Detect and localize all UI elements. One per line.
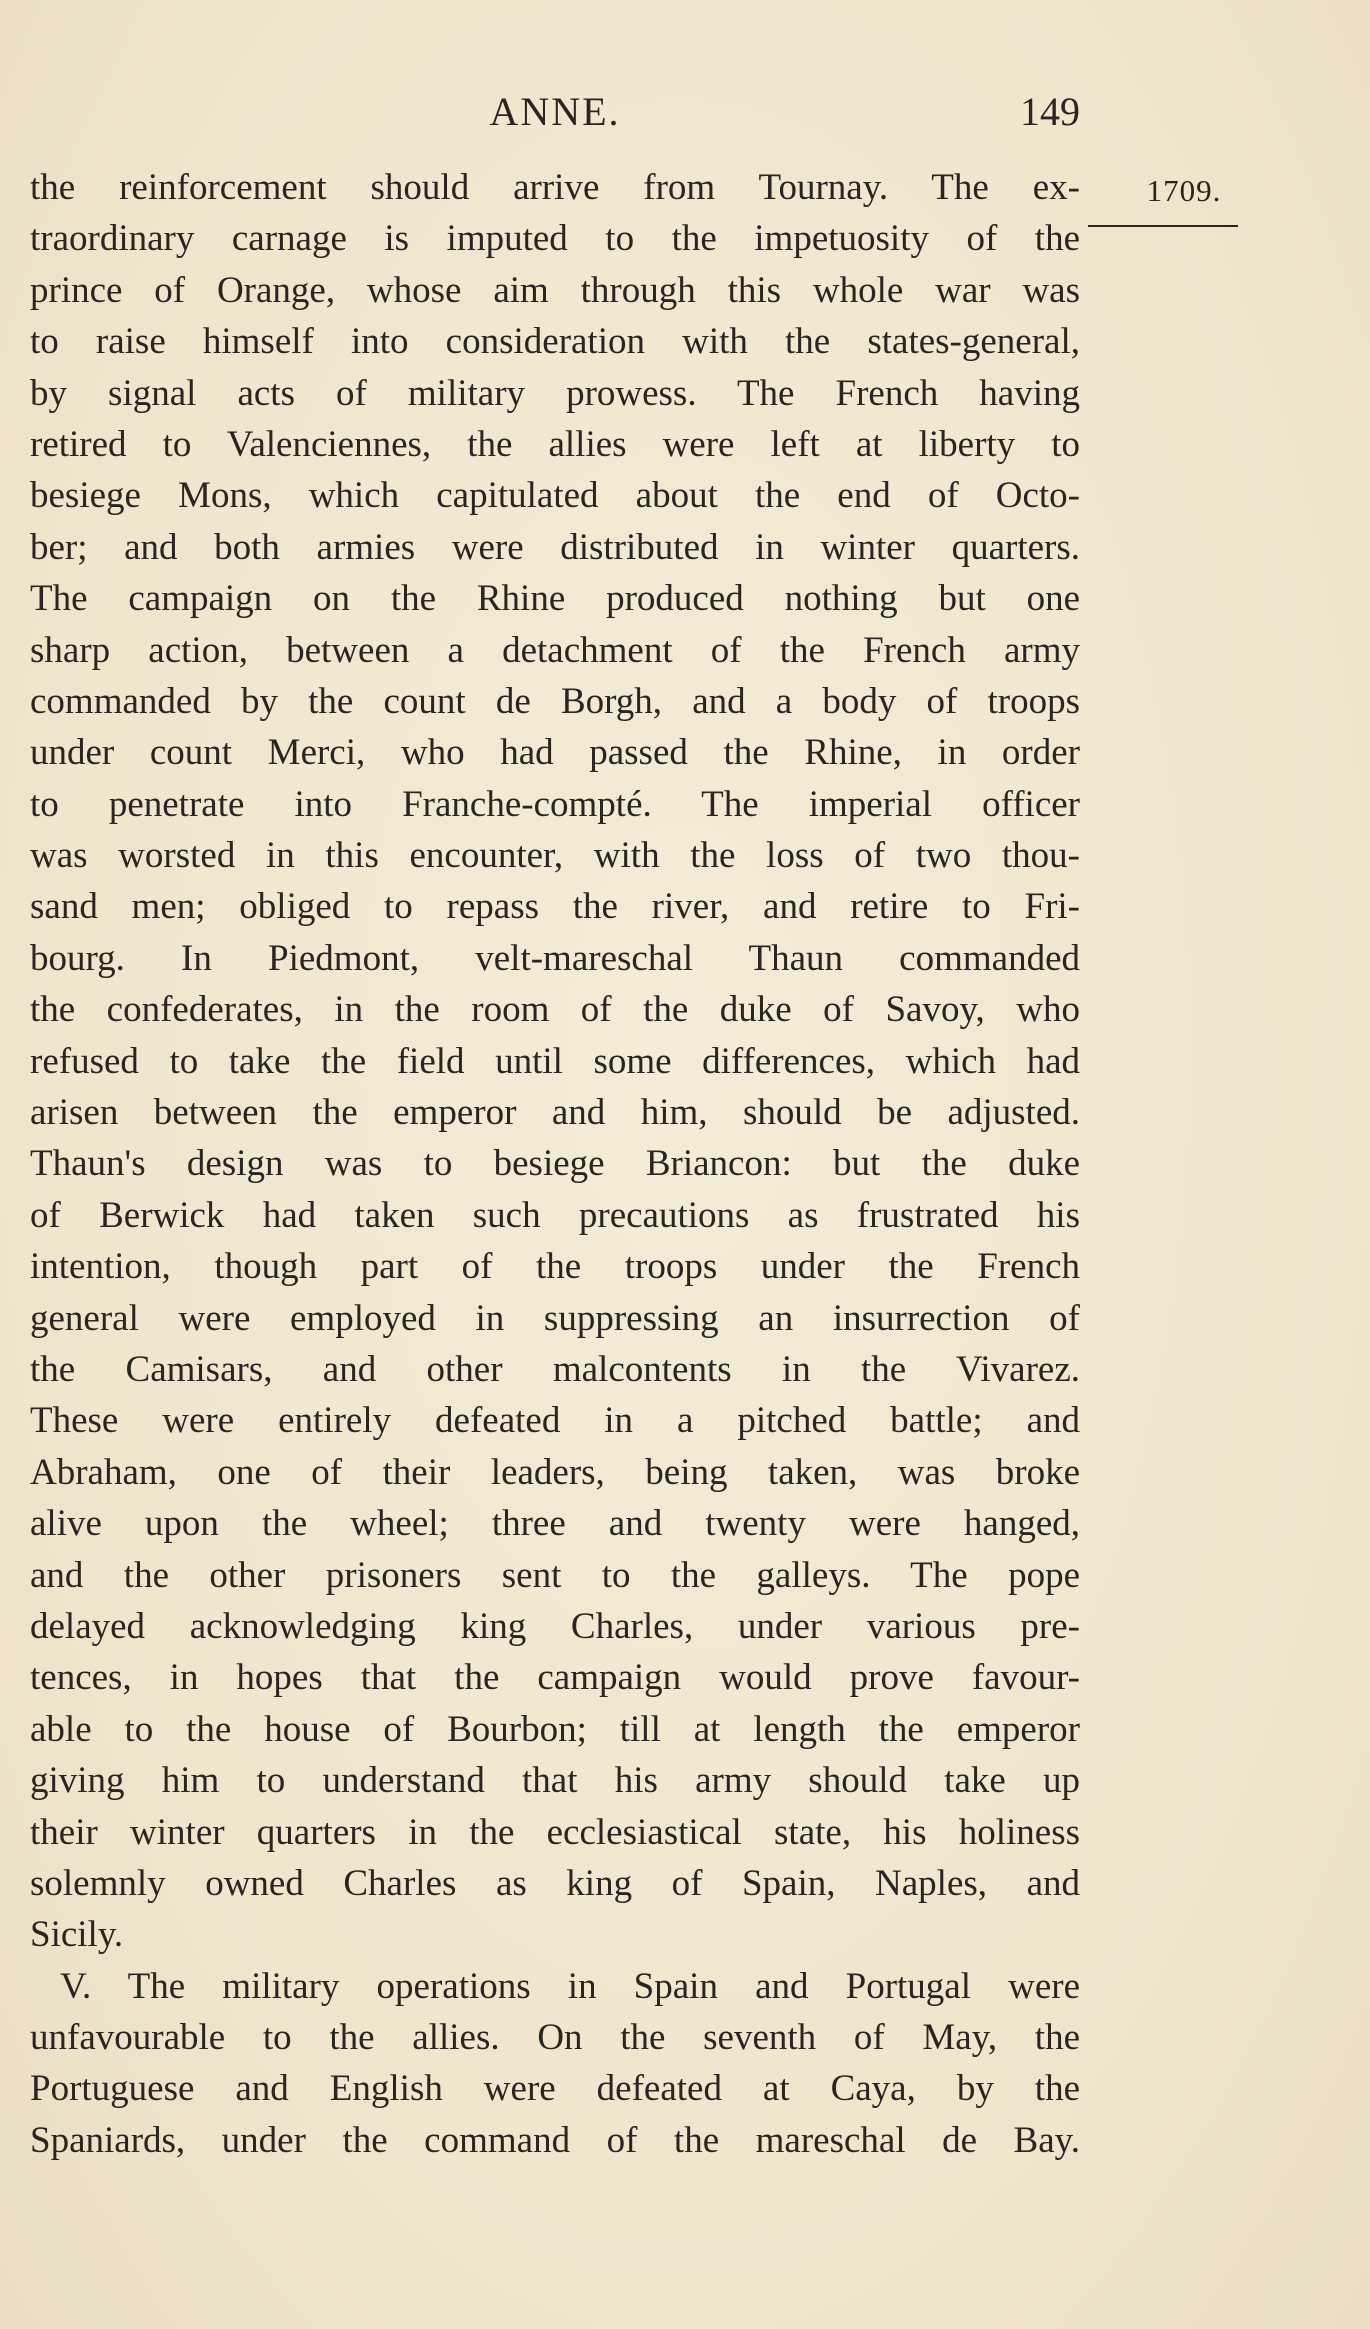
text-line: tences, in hopes that the campaign would prove favour-: [30, 1657, 1080, 1699]
text-line: traordinary carnage is imputed to the impetuosity of the: [30, 218, 1080, 260]
text-line: These were entirely defeated in a pitched battle; and: [30, 1400, 1080, 1442]
text-line: to penetrate into Franche-compté. The imperial officer: [30, 783, 1080, 825]
running-head: [30, 86, 1080, 138]
running-title: ANNE.: [489, 89, 621, 134]
text-line: retired to Valenciennes, the allies were left at liberty to: [30, 423, 1080, 465]
text-line: V. The military operations in Spain and Portugal were: [60, 1965, 1080, 2007]
text-line: to raise himself into consideration with the states-general,: [30, 321, 1080, 363]
text-line: intention, though part of the troops under the French: [30, 1246, 1080, 1288]
text-line: besiege Mons, which capitulated about the end of Octo-: [30, 475, 1080, 517]
text-line: Spaniards, under the command of the mareschal de Bay.: [30, 2119, 1080, 2161]
text-line: ber; and both armies were distributed in winter quarters.: [30, 526, 1080, 568]
text-line: solemnly owned Charles as king of Spain, Naples, and: [30, 1862, 1080, 1904]
text-line: Abraham, one of their leaders, being taken, was broke: [30, 1451, 1080, 1493]
text-line: their winter quarters in the ecclesiastical state, his holiness: [30, 1811, 1080, 1853]
text-line: and the other prisoners sent to the galleys. The pope: [30, 1554, 1080, 1596]
text-line: giving him to understand that his army should take up: [30, 1760, 1080, 1802]
text-line: refused to take the field until some differences, which had: [30, 1040, 1080, 1082]
text-line: the reinforcement should arrive from Tournay. The ex-: [30, 167, 1080, 208]
text-line: sharp action, between a detachment of the French army: [30, 629, 1080, 671]
text-line: Thaun's design was to besiege Briancon: but the duke: [30, 1143, 1080, 1185]
margin-year-note: 1709.: [1146, 173, 1222, 208]
body-text: [30, 162, 1080, 2166]
text-line: able to the house of Bourbon; till at length the emperor: [30, 1708, 1080, 1750]
text-line: unfavourable to the allies. On the seventh of May, the: [30, 2017, 1080, 2059]
text-line: arisen between the emperor and him, should be adjusted.: [30, 1092, 1080, 1134]
text-line: The campaign on the Rhine produced nothing but one: [30, 578, 1080, 620]
text-line: was worsted in this encounter, with the loss of two thou-: [30, 835, 1080, 877]
text-line: the confederates, in the room of the duke of Savoy, who: [30, 989, 1080, 1031]
page-number: 149: [1020, 89, 1080, 134]
text-line: the Camisars, and other malcontents in the Vivarez.: [30, 1348, 1080, 1390]
text-line: commanded by the count de Borgh, and a body of troops: [30, 680, 1080, 722]
text-line: bourg. In Piedmont, velt-mareschal Thaun commanded: [30, 937, 1080, 979]
text-line: sand men; obliged to repass the river, and retire to Fri-: [30, 886, 1080, 928]
margin-rule: [1088, 225, 1238, 227]
text-line: alive upon the wheel; three and twenty were hanged,: [30, 1503, 1080, 1545]
text-line: Portuguese and English were defeated at Caya, by the: [30, 2068, 1080, 2110]
text-line: under count Merci, who had passed the Rhine, in order: [30, 732, 1080, 774]
text-line: by signal acts of military prowess. The French having: [30, 372, 1080, 414]
text-line: of Berwick had taken such precautions as frustrated his: [30, 1194, 1080, 1236]
text-line: general were employed in suppressing an insurrection of: [30, 1297, 1080, 1339]
text-line: delayed acknowledging king Charles, under various pre-: [30, 1605, 1080, 1647]
text-line: Sicily.: [30, 1914, 124, 1956]
text-line: prince of Orange, whose aim through this whole war was: [30, 269, 1080, 311]
